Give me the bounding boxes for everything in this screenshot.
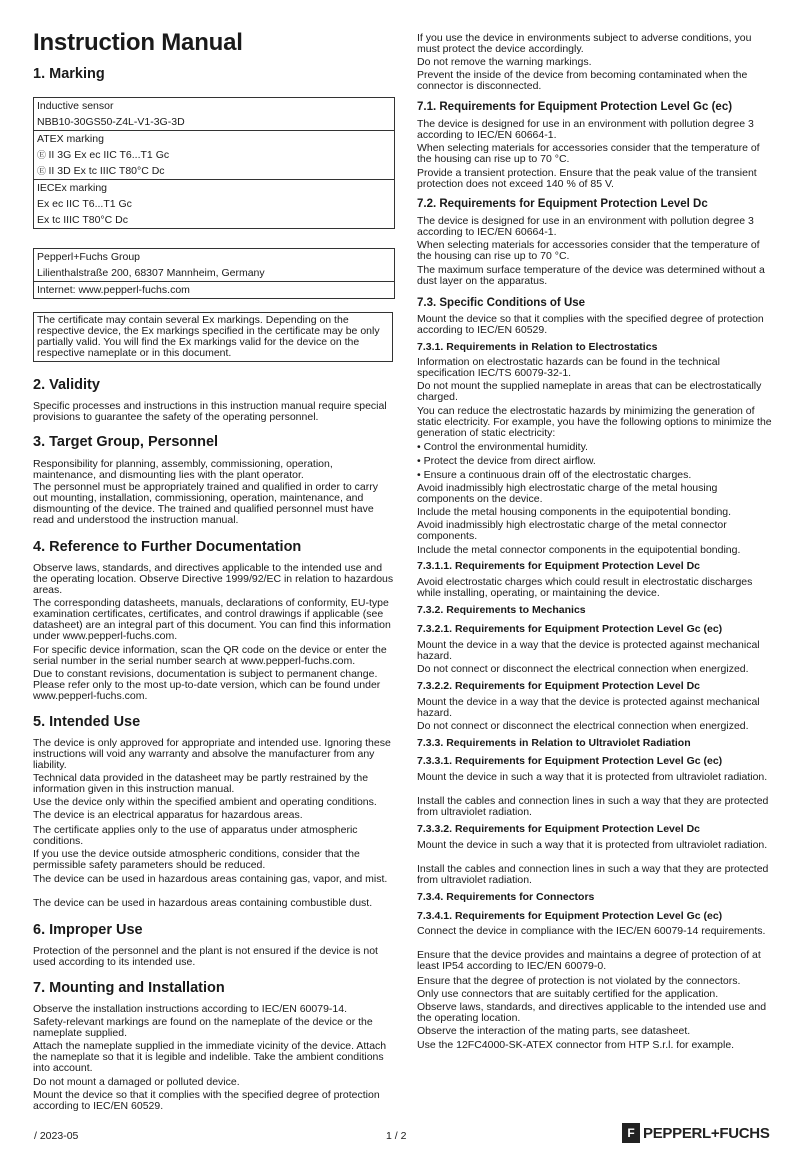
paragraph: You can reduce the electrostatic hazards by minimizing the generation of static electricity. For example, you have the following options to minimize the generation of static electricity:: [417, 405, 772, 439]
subsection-heading: 7.3.2.2. Requirements for Equipment Protection Level Dc: [417, 680, 700, 692]
paragraph: Do not remove the warning markings.: [417, 56, 592, 68]
paragraph: The device can be used in hazardous areas containing combustible dust.: [33, 897, 373, 909]
paragraph: Use the 12FC4000-SK-ATEX connector from HTP S.r.l. for example.: [417, 1039, 735, 1051]
sensor-label: Inductive sensor: [37, 100, 114, 112]
paragraph: Mount the device so that it complies with the specified degree of protection according to IEC/EN 60529.: [33, 1089, 380, 1112]
paragraph: Connect the device in compliance with the IEC/EN 60079-14 requirements.: [417, 925, 766, 937]
company-address: Lilienthalstraße 200, 68307 Mannheim, Germany: [37, 267, 265, 279]
list-item: • Protect the device from direct airflow.: [417, 455, 596, 467]
footer-date: / 2023-05: [34, 1130, 79, 1142]
certificate-note: The certificate may contain several Ex markings. Depending on the respective device, the Ex markings specified in the certificate may be only partially valid. You will find the Ex markings valid for the device on the respective nameplate or in this document.: [33, 312, 393, 362]
subsection-heading: 7.3.1.1. Requirements for Equipment Protection Level Dc: [417, 560, 700, 572]
paragraph: Mount the device in a way that the device is protected against mechanical hazard.: [417, 639, 760, 662]
paragraph: Ensure that the degree of protection is not violated by the connectors.: [417, 975, 741, 987]
atex-marking-1: II 3G Ex ec IIC T6...T1 Gc: [48, 149, 170, 161]
paragraph: The device is designed for use in an environment with pollution degree 3 according to IEC/EN 60664-1.: [417, 215, 754, 238]
paragraph: Responsibility for planning, assembly, commissioning, operation, maintenance, and dismounting lies with the plant operator.: [33, 458, 333, 481]
paragraph: If you use the device outside atmospheric conditions, consider that the permissible safety parameters should be reduced.: [33, 848, 360, 871]
paragraph: The maximum surface temperature of the device was determined without a dust layer on the apparatus.: [417, 264, 765, 287]
paragraph: Do not connect or disconnect the electrical connection when energized.: [417, 720, 749, 732]
subsection-heading: 7.3.2. Requirements to Mechanics: [417, 604, 586, 616]
page-title: Instruction Manual: [33, 29, 243, 56]
subsection-heading: 7.3.4.1. Requirements for Equipment Protection Level Gc (ec): [417, 910, 723, 922]
paragraph: Attach the nameplate supplied in the immediate vicinity of the device. Attach the nameplate so that it is legible and indelible. Take the ambient conditions into account.: [33, 1040, 387, 1074]
paragraph: Technical data provided in the datasheet may be partly restrained by the information given in this instruction manual.: [33, 772, 369, 795]
footer-page-number: 1 / 2: [386, 1130, 407, 1142]
paragraph: The personnel must be appropriately trained and qualified in order to carry out mounting, installation, commissioning, operation, maintenance, and dismounting of the device. The trained and qualified personnel must have read and understood the instruction manual.: [33, 481, 378, 526]
paragraph: Observe laws, standards, and directives applicable to the intended use and the operating location.: [417, 1001, 767, 1024]
ex-icon: Ⓔ: [37, 150, 49, 160]
subsection-heading: 7.3.3. Requirements in Relation to Ultraviolet Radiation: [417, 737, 691, 749]
atex-marking-2: II 3D Ex tc IIIC T80°C Dc: [48, 165, 165, 177]
paragraph: Information on electrostatic hazards can be found in the technical specification IEC/TS 60079-32-1.: [417, 356, 720, 379]
logo-text: PEPPERL+FUCHS: [643, 1124, 770, 1142]
paragraph: The device is an electrical apparatus for hazardous areas.: [33, 809, 303, 821]
paragraph: Install the cables and connection lines in such a way that they are protected from ultraviolet radiation.: [417, 863, 769, 886]
section-heading: 4. Reference to Further Documentation: [33, 539, 302, 555]
paragraph: Observe the installation instructions according to IEC/EN 60079-14.: [33, 1003, 348, 1015]
paragraph: Include the metal connector components in the equipotential bonding.: [417, 544, 741, 556]
paragraph: Due to constant revisions, documentation is subject to permanent change. Please refer only to the most up-to-date version, which can be found under www.pepperl-fuchs.com.: [33, 668, 381, 702]
ex-icon: Ⓔ: [37, 166, 49, 176]
subsection-heading: 7.3.2.1. Requirements for Equipment Protection Level Gc (ec): [417, 623, 723, 635]
paragraph: Only use connectors that are suitably certified for the application.: [417, 988, 719, 1000]
paragraph: Avoid electrostatic charges which could result in electrostatic discharges while installing, operating, or maintaining the device.: [417, 576, 753, 599]
list-item: • Ensure a continuous drain off of the electrostatic charges.: [417, 469, 692, 481]
paragraph: Avoid inadmissibly high electrostatic charge of the metal housing components on the device.: [417, 482, 718, 505]
paragraph: When selecting materials for accessories consider that the temperature of the housing can rise up to 70 °C.: [417, 142, 760, 165]
iecex-label: IECEx marking: [37, 182, 108, 194]
section-heading: 1. Marking: [33, 66, 105, 82]
company-internet: Internet: www.pepperl-fuchs.com: [37, 284, 190, 296]
brand-logo: [622, 1123, 770, 1143]
paragraph: Avoid inadmissibly high electrostatic charge of the metal connector components.: [417, 519, 727, 542]
paragraph: Observe the interaction of the mating parts, see datasheet.: [417, 1025, 691, 1037]
iecex-marking-2: Ex tc IIIC T80°C Dc: [37, 214, 128, 226]
paragraph: The certificate applies only to the use of apparatus under atmospheric conditions.: [33, 824, 358, 847]
paragraph: Do not connect or disconnect the electrical connection when energized.: [417, 663, 749, 675]
list-item: • Control the environmental humidity.: [417, 441, 588, 453]
paragraph: Include the metal housing components in the equipotential bonding.: [417, 506, 732, 518]
section-heading: 7. Mounting and Installation: [33, 980, 225, 996]
iecex-marking-1: Ex ec IIC T6...T1 Gc: [37, 198, 132, 210]
paragraph: Observe laws, standards, and directives applicable to the intended use and the operating location. Observe Directive 1999/92/EC in relation to hazardous areas.: [33, 562, 394, 596]
paragraph: Mount the device so that it complies with the specified degree of protection according to IEC/EN 60529.: [417, 313, 764, 336]
paragraph: Provide a transient protection. Ensure that the peak value of the transient protection does not exceed 140 % of 85 V.: [417, 167, 757, 190]
paragraph: Mount the device in such a way that it is protected from ultraviolet radiation.: [417, 771, 768, 783]
paragraph: If you use the device in environments subject to adverse conditions, you must protect the device accordingly.: [417, 32, 752, 55]
paragraph: Safety-relevant markings are found on the nameplate of the device or the nameplate supplied.: [33, 1016, 373, 1039]
paragraph: Install the cables and connection lines in such a way that they are protected from ultraviolet radiation.: [417, 795, 769, 818]
paragraph: Specific processes and instructions in this instruction manual require special provisions to guarantee the safety of the operating personnel.: [33, 400, 387, 423]
company-table: [33, 248, 395, 299]
section-heading: 2. Validity: [33, 377, 100, 393]
paragraph: Do not mount a damaged or polluted device.: [33, 1076, 240, 1088]
paragraph: Mount the device in a way that the device is protected against mechanical hazard.: [417, 696, 760, 719]
section-heading: 5. Intended Use: [33, 714, 141, 730]
subsection-heading: 7.3.4. Requirements for Connectors: [417, 891, 595, 903]
subsection-heading: 7.2. Requirements for Equipment Protection Level Dc: [417, 198, 708, 210]
marking-table: [33, 97, 395, 229]
atex-label: ATEX marking: [37, 133, 104, 145]
section-heading: 6. Improper Use: [33, 922, 143, 938]
paragraph: Mount the device in such a way that it is protected from ultraviolet radiation.: [417, 839, 768, 851]
subsection-heading: 7.3.3.1. Requirements for Equipment Protection Level Gc (ec): [417, 755, 723, 767]
paragraph: Protection of the personnel and the plant is not ensured if the device is not used according to its intended use.: [33, 945, 378, 968]
paragraph: Do not mount the supplied nameplate in areas that can be electrostatically charged.: [417, 380, 762, 403]
paragraph: Prevent the inside of the device from becoming contaminated when the connector is disconnected.: [417, 69, 748, 92]
paragraph: When selecting materials for accessories consider that the temperature of the housing can rise up to 70 °C.: [417, 239, 760, 262]
subsection-heading: 7.1. Requirements for Equipment Protection Level Gc (ec): [417, 101, 733, 113]
paragraph: Ensure that the device provides and maintains a degree of protection of at least IP54 according to IEC/EN 60079-0.: [417, 949, 761, 972]
paragraph: The corresponding datasheets, manuals, declarations of conformity, EU-type examination certificates, certificates, and control drawings if applicable (see datasheet) are an integral part of this document. You can find this information under www.pepperl-fuchs.com.: [33, 597, 391, 642]
paragraph: For specific device information, scan the QR code on the device or enter the serial number in the serial number search at www.pepperl-fuchs.com.: [33, 644, 387, 667]
subsection-heading: 7.3.3.2. Requirements for Equipment Protection Level Dc: [417, 823, 700, 835]
paragraph: The device is only approved for appropriate and intended use. Ignoring these instructions will void any warranty and absolve the manufacturer from any liability.: [33, 737, 391, 771]
company-name: Pepperl+Fuchs Group: [37, 251, 141, 263]
subsection-heading: 7.3.1. Requirements in Relation to Electrostatics: [417, 341, 658, 353]
logo-mark-icon: F: [622, 1123, 640, 1143]
paragraph: Use the device only within the specified ambient and operating conditions.: [33, 796, 377, 808]
paragraph: The device is designed for use in an environment with pollution degree 3 according to IEC/EN 60664-1.: [417, 118, 754, 141]
paragraph: The device can be used in hazardous areas containing gas, vapor, and mist.: [33, 873, 388, 885]
sensor-type: NBB10-30GS50-Z4L-V1-3G-3D: [37, 116, 185, 128]
section-heading: 3. Target Group, Personnel: [33, 434, 219, 450]
subsection-heading: 7.3. Specific Conditions of Use: [417, 297, 586, 309]
